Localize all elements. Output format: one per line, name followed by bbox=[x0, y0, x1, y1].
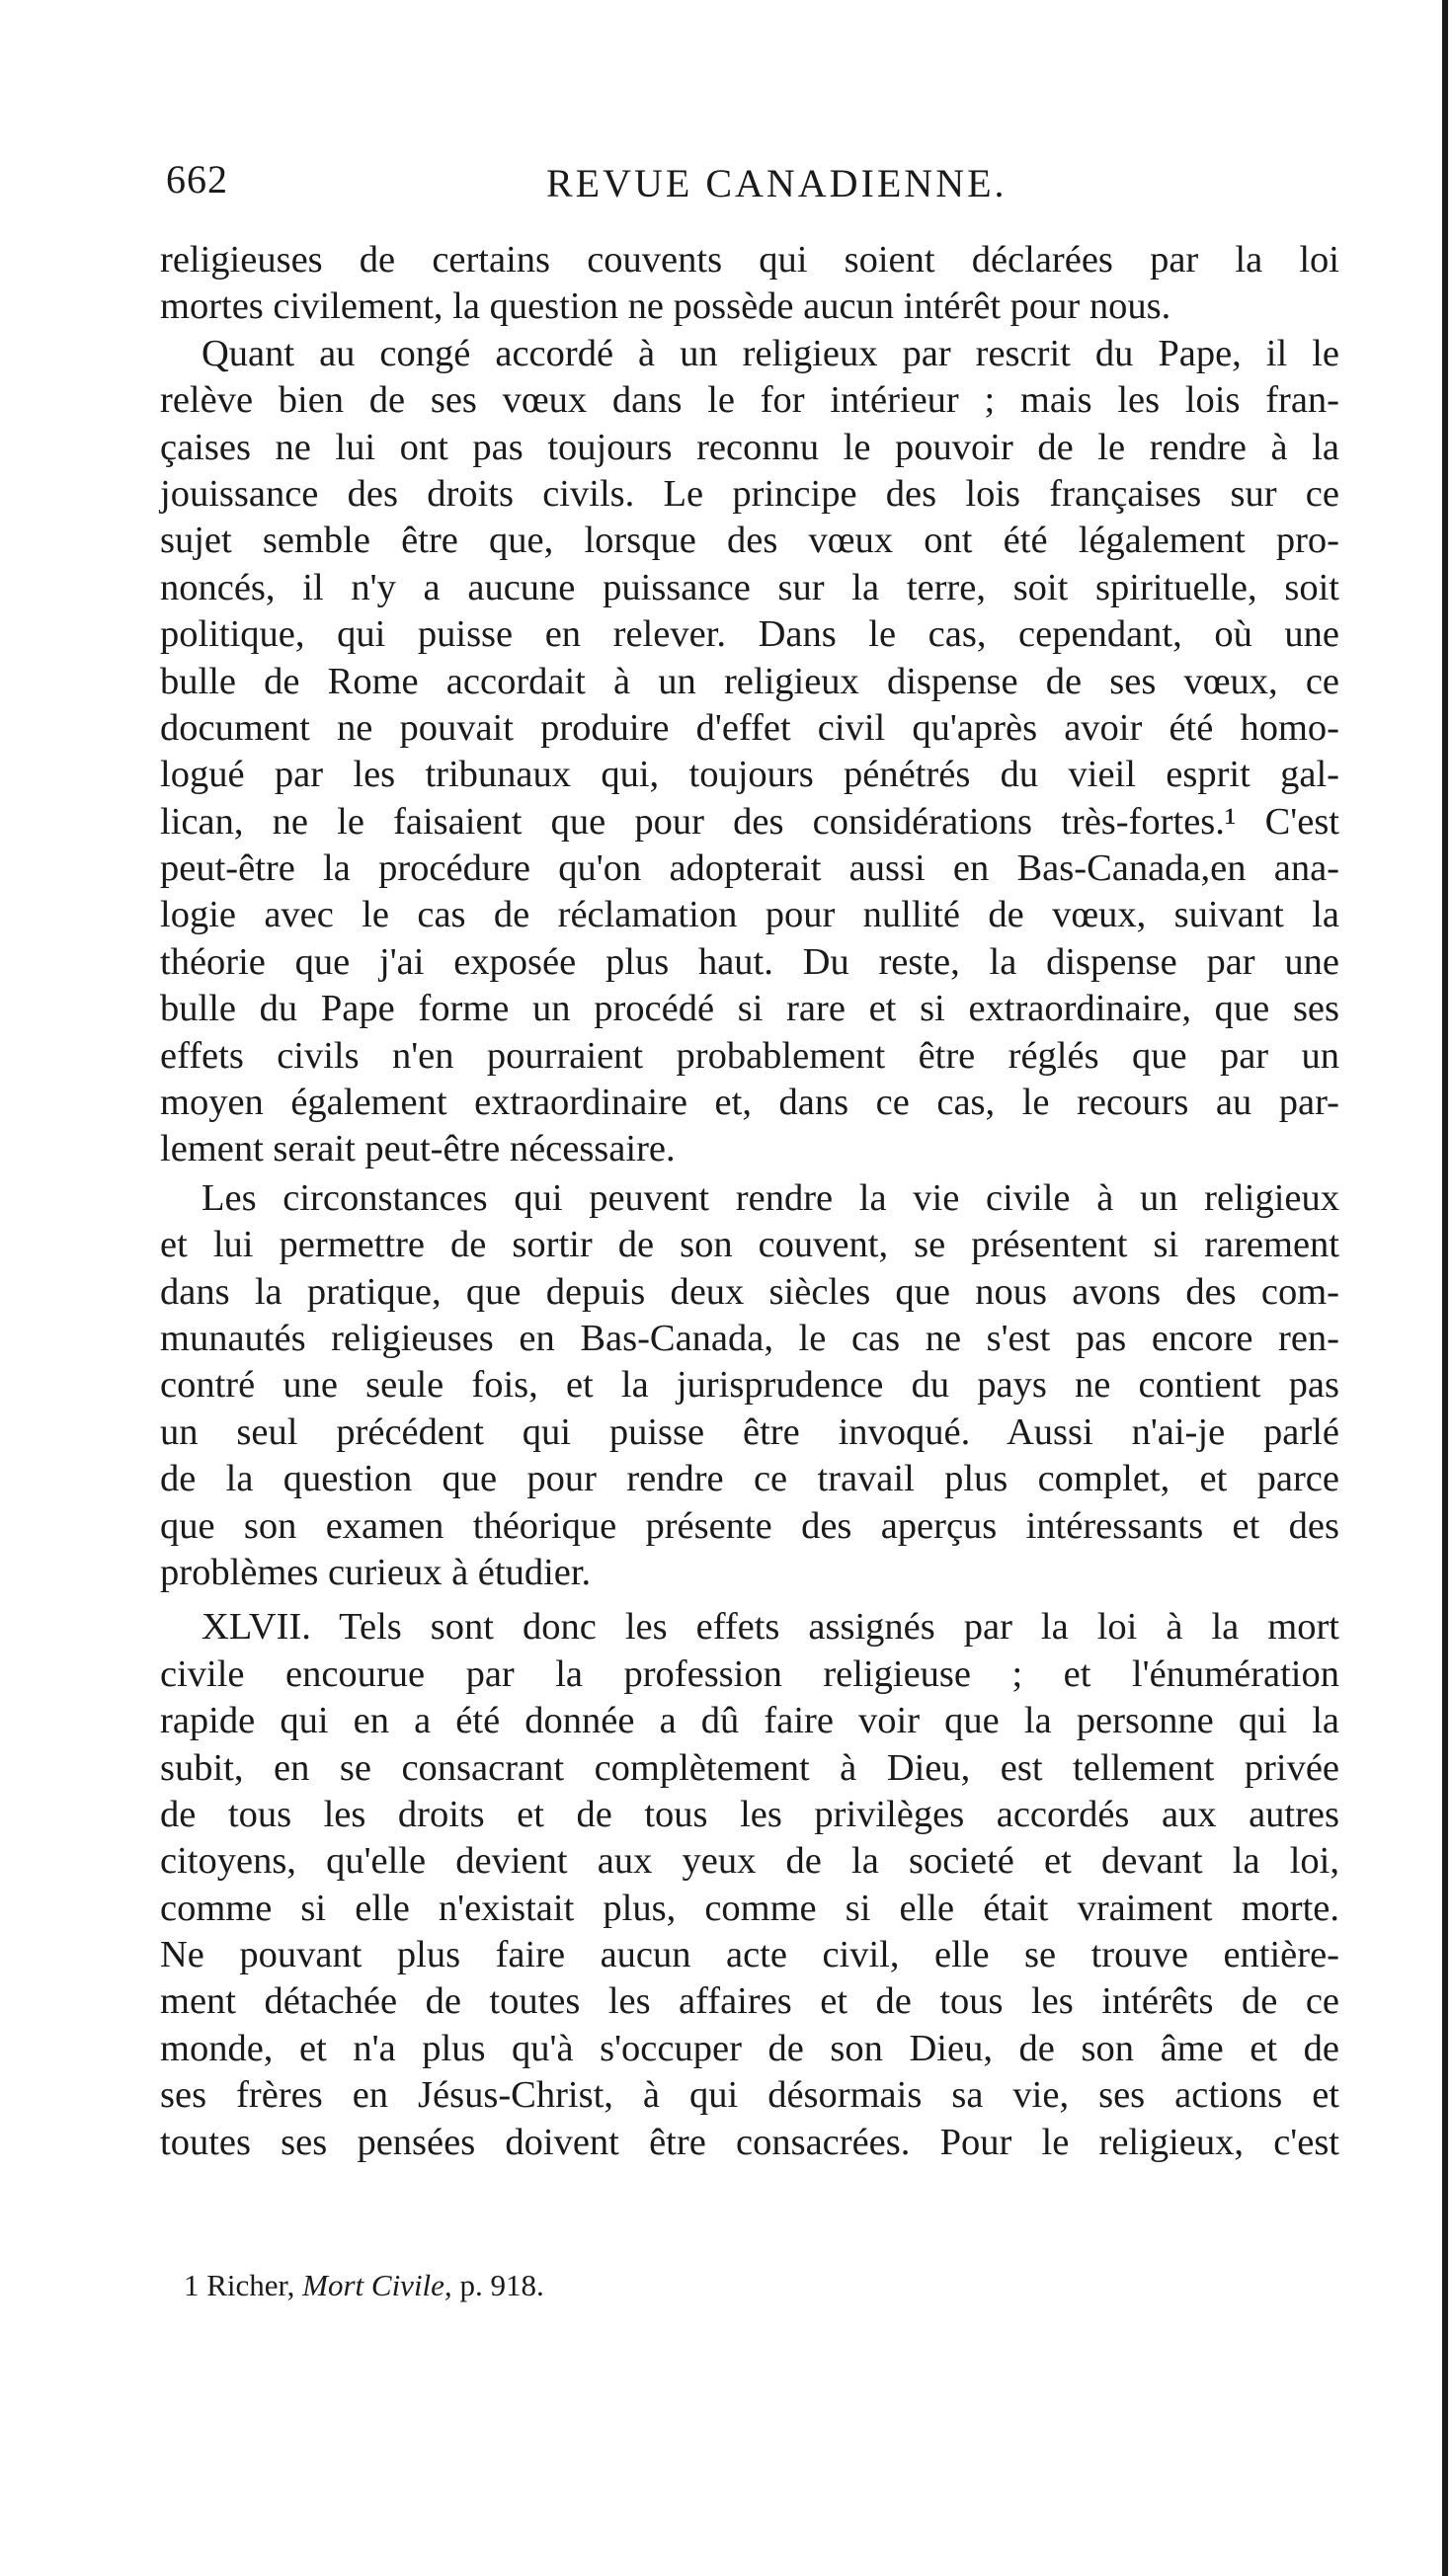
text-line: moyen également extraordinaire et, dans ce cas, le recours au par- bbox=[160, 1082, 1339, 1124]
text-line: Les circonstances qui peuvent rendre la vie civile à un religieux bbox=[202, 1176, 1339, 1219]
text-line: effets civils n'en pourraient probablement être réglés que par un bbox=[160, 1034, 1339, 1077]
text-line: théorie que j'ai exposée plus haut. Du reste, la dispense par une bbox=[160, 940, 1339, 983]
text-line: munautés religieuses en Bas-Canada, le cas ne s'est pas encore ren- bbox=[160, 1317, 1339, 1359]
text-line: citoyens, qu'elle devient aux yeux de la societé et devant la loi, bbox=[160, 1840, 1339, 1883]
text-line: de la question que pour rendre ce travail plus complet, et parce bbox=[160, 1458, 1339, 1500]
text-line: et lui permettre de sortir de son couvent, se présentent si rarement bbox=[160, 1224, 1339, 1266]
footnote bbox=[184, 2268, 544, 2303]
text-line: subit, en se consacrant complètement à Dieu, est tellement privée bbox=[160, 1746, 1339, 1789]
text-line: Ne pouvant plus faire aucun acte civil, elle se trouve entière- bbox=[160, 1934, 1339, 1976]
text-line: monde, et n'a plus qu'à s'occuper de son Dieu, de son âme et de bbox=[160, 2027, 1339, 2069]
text-line: un seul précédent qui puisse être invoqué. Aussi n'ai-je parlé bbox=[160, 1410, 1339, 1453]
text-line: comme si elle n'existait plus, comme si elle était vraiment morte. bbox=[160, 1887, 1339, 1929]
text-line: rapide qui en a été donnée a dû faire voir que la personne qui la bbox=[160, 1700, 1339, 1742]
text-line: contré une seule fois, et la jurisprudence du pays ne contient pas bbox=[160, 1364, 1339, 1407]
text-line: lican, ne le faisaient que pour des considérations très-fortes.¹ C'est bbox=[160, 800, 1339, 843]
text-line: Quant au congé accordé à un religieux par rescrit du Pape, il le bbox=[202, 332, 1339, 374]
footnote-reference: p. 918. bbox=[459, 2268, 544, 2302]
text-line: politique, qui puisse en relever. Dans le cas, cependant, où une bbox=[160, 613, 1339, 656]
text-line: noncés, il n'y a aucune puissance sur la terre, soit spirituelle, soit bbox=[160, 566, 1339, 608]
text-line: sujet semble être que, lorsque des vœux ont été légalement pro- bbox=[160, 520, 1339, 562]
text-line: peut-être la procédure qu'on adopterait aussi en Bas-Canada,en ana- bbox=[160, 847, 1339, 890]
text-line: civile encourue par la profession religieuse ; et l'énumération bbox=[160, 1652, 1339, 1695]
text-line: de tous les droits et de tous les privilèges accordés aux autres bbox=[160, 1793, 1339, 1835]
text-line: dans la pratique, que depuis deux siècles que nous avons des com- bbox=[160, 1270, 1339, 1313]
text-line: ses frères en Jésus-Christ, à qui désormais sa vie, ses actions et bbox=[160, 2074, 1339, 2117]
page-edge-shadow bbox=[1442, 0, 1448, 2576]
text-line: lement serait peut-être nécessaire. bbox=[160, 1128, 676, 1170]
text-line: relève bien de ses vœux dans le for intérieur ; mais les lois fran- bbox=[160, 379, 1339, 422]
page-header bbox=[166, 156, 1351, 215]
running-title: REVUE CANADIENNE. bbox=[546, 161, 1008, 205]
text-line: mortes civilement, la question ne possède aucun intérêt pour nous. bbox=[160, 285, 1171, 328]
text-line: logie avec le cas de réclamation pour nullité de vœux, suivant la bbox=[160, 894, 1339, 936]
page-number: 662 bbox=[166, 157, 228, 201]
text-line: document ne pouvait produire d'effet civil qu'après avoir été homo- bbox=[160, 706, 1339, 749]
footnote-marker: 1 bbox=[184, 2268, 200, 2302]
footnote-title: Mort Civile, bbox=[302, 2268, 452, 2302]
body-text bbox=[160, 237, 1339, 2166]
text-line: bulle de Rome accordait à un religieux dispense de ses vœux, ce bbox=[160, 660, 1339, 702]
text-line: ment détachée de toutes les affaires et de tous les intérêts de ce bbox=[160, 1980, 1339, 2023]
text-line: XLVII. Tels sont donc les effets assignés par la loi à la mort bbox=[202, 1606, 1339, 1649]
paragraph-gap bbox=[160, 1596, 1339, 1604]
text-line: çaises ne lui ont pas toujours reconnu le pouvoir de le rendre à la bbox=[160, 426, 1339, 468]
text-line: religieuses de certains couvents qui soient déclarées par la loi bbox=[160, 239, 1339, 281]
text-line: toutes ses pensées doivent être consacrées. Pour le religieux, c'est bbox=[160, 2121, 1339, 2163]
text-line: bulle du Pape forme un procédé si rare et si extraordinaire, que ses bbox=[160, 988, 1339, 1030]
text-line: jouissance des droits civils. Le principe des lois françaises sur ce bbox=[160, 472, 1339, 515]
footnote-author: Richer, bbox=[206, 2268, 295, 2302]
text-line: que son examen théorique présente des aperçus intéressants et des bbox=[160, 1504, 1339, 1547]
text-line: problèmes curieux à étudier. bbox=[160, 1551, 592, 1593]
text-line: logué par les tribunaux qui, toujours pénétrés du vieil esprit gal- bbox=[160, 754, 1339, 796]
